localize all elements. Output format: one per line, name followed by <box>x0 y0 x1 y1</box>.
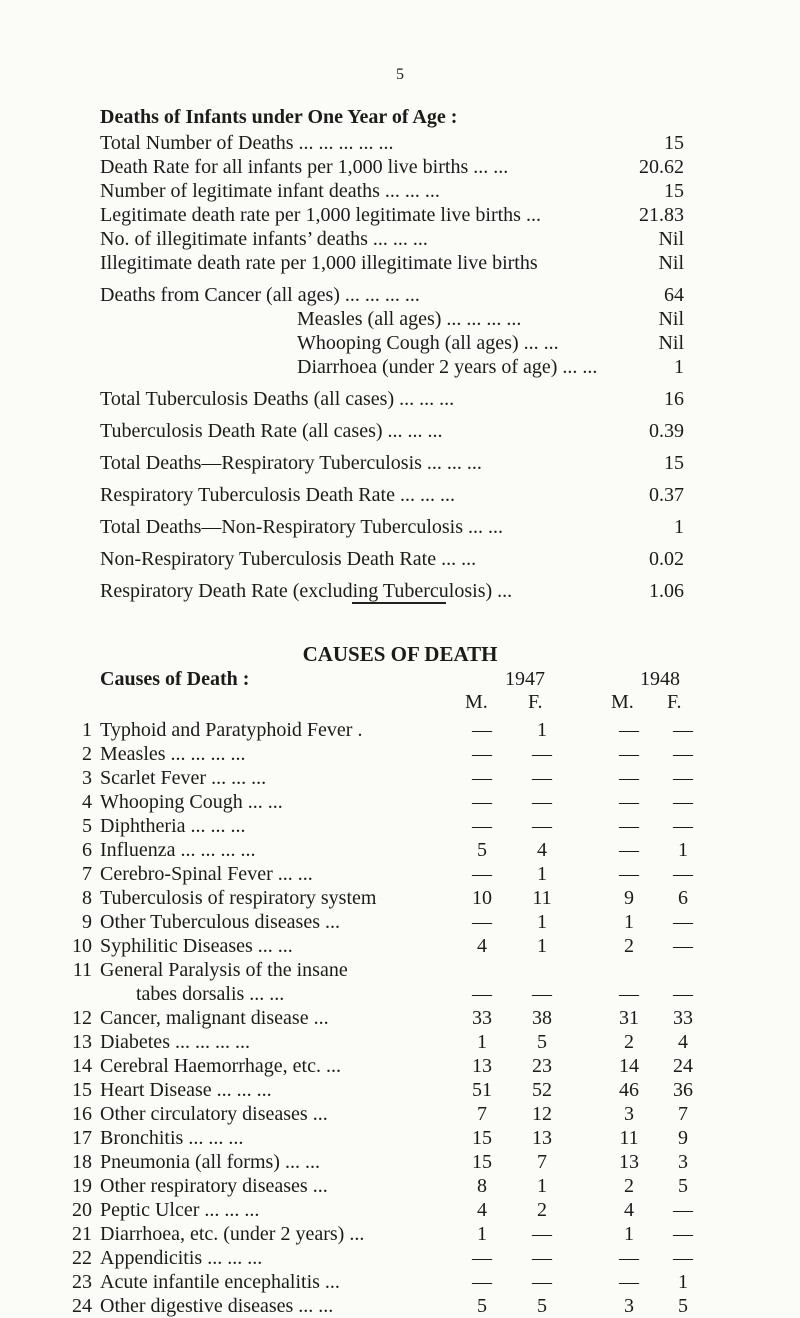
cause-name: Other respiratory diseases ... <box>100 1175 328 1197</box>
male-1948-cell: — <box>619 1247 639 1269</box>
female-1948-cell: 1 <box>678 839 688 861</box>
male-1947-cell: — <box>472 863 492 885</box>
male-1948-cell: — <box>619 815 639 837</box>
male-1947-cell: — <box>472 791 492 813</box>
male-1948-cell: 11 <box>619 1127 639 1149</box>
cause-row <box>0 862 800 886</box>
cause-number: 19 <box>72 1175 92 1197</box>
female-1948-cell: 9 <box>678 1127 688 1149</box>
male-1947-cell: — <box>472 743 492 765</box>
cause-name: Cerebral Haemorrhage, etc. ... <box>100 1055 341 1077</box>
female-1947-cell: — <box>532 1223 552 1245</box>
female-1947-cell: 1 <box>537 719 547 741</box>
stat-label: Respiratory Death Rate (excluding Tuberculosis) ... <box>100 580 513 602</box>
male-1948-cell: 46 <box>619 1079 639 1101</box>
year-1947-header: 1947 <box>505 668 545 690</box>
cause-number: 9 <box>82 911 92 933</box>
cause-row <box>0 1126 800 1150</box>
cause-number: 14 <box>72 1055 92 1077</box>
stat-row <box>100 283 684 307</box>
stat-value: 15 <box>664 452 684 474</box>
cause-number: 7 <box>82 863 92 885</box>
cause-name: Typhoid and Paratyphoid Fever . <box>100 719 363 741</box>
male-1948-cell: 4 <box>624 1199 634 1221</box>
male-1947-cell: 5 <box>477 839 487 861</box>
stat-row <box>100 155 684 179</box>
cause-name: Scarlet Fever ... ... ... <box>100 767 267 789</box>
female-1947-cell: — <box>532 815 552 837</box>
cause-name-continued: tabes dorsalis ... ... <box>136 983 285 1005</box>
causes-table <box>0 718 800 1318</box>
cause-row <box>0 742 800 766</box>
spacer <box>100 443 684 451</box>
stat-label: Total Number of Deaths ... ... ... ... ... <box>100 132 394 154</box>
spacer <box>100 411 684 419</box>
female-1947-cell: 2 <box>537 1199 547 1221</box>
cause-number: 16 <box>72 1103 92 1125</box>
cause-name: Pneumonia (all forms) ... ... <box>100 1151 320 1173</box>
female-1947-cell: 52 <box>532 1079 552 1101</box>
cause-number: 23 <box>72 1271 92 1293</box>
male-1947-cell: 4 <box>477 1199 487 1221</box>
male-1948-cell: 13 <box>619 1151 639 1173</box>
female-1947-cell: 13 <box>532 1127 552 1149</box>
cause-name: Whooping Cough ... ... <box>100 791 283 813</box>
female-1947-cell: 1 <box>537 935 547 957</box>
stat-label: Deaths from Cancer (all ages) ... ... ... ... <box>100 284 420 306</box>
female-1948-cell: 33 <box>673 1007 693 1029</box>
female-1948-cell: — <box>673 743 693 765</box>
male-1947-cell: 51 <box>472 1079 492 1101</box>
cause-number: 4 <box>82 791 92 813</box>
male-1948-cell: 2 <box>624 935 634 957</box>
male-1947-cell: — <box>472 1271 492 1293</box>
stat-value: 1.06 <box>649 580 684 602</box>
spacer <box>100 475 684 483</box>
female-1947-cell: 12 <box>532 1103 552 1125</box>
stat-value: 16 <box>664 388 684 410</box>
stat-row <box>100 203 684 227</box>
female-1947-cell: 5 <box>537 1295 547 1317</box>
cause-row <box>0 1222 800 1246</box>
stat-value: Nil <box>658 228 684 250</box>
cause-name: Diabetes ... ... ... ... <box>100 1031 250 1053</box>
cause-number: 20 <box>72 1199 92 1221</box>
cause-name: General Paralysis of the insane <box>100 959 348 981</box>
stat-value: 1 <box>674 516 684 538</box>
causes-of-death-title: CAUSES OF DEATH <box>302 642 498 666</box>
cause-row <box>0 886 800 910</box>
cause-name: Diarrhoea, etc. (under 2 years) ... <box>100 1223 365 1245</box>
male-1947-cell: 5 <box>477 1295 487 1317</box>
stat-row <box>100 515 684 539</box>
spacer <box>100 539 684 547</box>
male-1947-cell: 15 <box>472 1127 492 1149</box>
male-1948-header: M. <box>611 691 634 713</box>
stat-row <box>100 355 684 379</box>
female-1947-cell: 5 <box>537 1031 547 1053</box>
male-1948-cell: 31 <box>619 1007 639 1029</box>
spacer <box>100 275 684 283</box>
stat-value: 15 <box>664 180 684 202</box>
cause-name: Cancer, malignant disease ... <box>100 1007 329 1029</box>
stat-value: Nil <box>658 308 684 330</box>
male-1948-cell: — <box>619 719 639 741</box>
cause-number: 17 <box>72 1127 92 1149</box>
stat-value: Nil <box>658 252 684 274</box>
stat-value: 1 <box>674 356 684 378</box>
stat-label: Respiratory Tuberculosis Death Rate ... ... ... <box>100 484 455 506</box>
cause-name: Bronchitis ... ... ... <box>100 1127 244 1149</box>
cause-number: 12 <box>72 1007 92 1029</box>
female-1948-cell: — <box>673 815 693 837</box>
female-1948-header: F. <box>667 691 682 713</box>
spacer <box>100 571 684 579</box>
male-1947-cell: 33 <box>472 1007 492 1029</box>
female-1948-cell: 6 <box>678 887 688 909</box>
page-number: 5 <box>396 66 404 83</box>
spacer <box>100 379 684 387</box>
cause-name: Other Tuberculous diseases ... <box>100 911 340 933</box>
cause-number: 6 <box>82 839 92 861</box>
female-1948-cell: 5 <box>678 1175 688 1197</box>
stat-label: Total Tuberculosis Deaths (all cases) ... ... ... <box>100 388 455 410</box>
female-1948-cell: — <box>673 719 693 741</box>
male-1947-cell: 15 <box>472 1151 492 1173</box>
stat-row <box>100 331 684 355</box>
female-1947-cell: 1 <box>537 911 547 933</box>
male-1948-cell: 3 <box>624 1295 634 1317</box>
cause-number: 11 <box>72 959 92 981</box>
female-1947-cell: — <box>532 1247 552 1269</box>
male-1948-cell: 9 <box>624 887 634 909</box>
female-1947-cell: 7 <box>537 1151 547 1173</box>
cause-name: Appendicitis ... ... ... <box>100 1247 263 1269</box>
cause-number: 10 <box>72 935 92 957</box>
cause-row <box>0 1174 800 1198</box>
stat-label: Non-Respiratory Tuberculosis Death Rate ... ... <box>100 548 477 570</box>
female-1947-cell: — <box>532 791 552 813</box>
female-1947-cell: 1 <box>537 1175 547 1197</box>
cause-row <box>0 934 800 958</box>
female-1948-cell: — <box>673 935 693 957</box>
cause-row <box>0 1006 800 1030</box>
female-1947-cell: 23 <box>532 1055 552 1077</box>
cause-name: Diphtheria ... ... ... <box>100 815 246 837</box>
female-1947-cell: 38 <box>532 1007 552 1029</box>
stat-value: Nil <box>658 332 684 354</box>
stats-list <box>100 131 684 603</box>
stat-value: 21.83 <box>639 204 684 226</box>
stat-row <box>100 307 684 331</box>
cause-name: Acute infantile encephalitis ... <box>100 1271 340 1293</box>
stat-label: Number of legitimate infant deaths ... ... ... <box>100 180 440 202</box>
female-1948-cell: 7 <box>678 1103 688 1125</box>
male-1948-cell: — <box>619 983 639 1005</box>
cause-number: 15 <box>72 1079 92 1101</box>
stat-label: Total Deaths—Respiratory Tuberculosis ... ... ... <box>100 452 482 474</box>
cause-row <box>0 1030 800 1054</box>
male-1947-cell: — <box>472 767 492 789</box>
male-1947-cell: 13 <box>472 1055 492 1077</box>
male-1947-cell: 7 <box>477 1103 487 1125</box>
female-1947-cell: — <box>532 767 552 789</box>
male-1947-cell: 8 <box>477 1175 487 1197</box>
cause-row <box>0 766 800 790</box>
female-1947-cell: — <box>532 1271 552 1293</box>
stat-label: Diarrhoea (under 2 years of age) ... ... <box>297 356 598 378</box>
male-1948-cell: 1 <box>624 1223 634 1245</box>
male-1947-cell: — <box>472 815 492 837</box>
cause-row <box>0 1078 800 1102</box>
cause-name: Tuberculosis of respiratory system <box>100 887 377 909</box>
cause-row <box>0 814 800 838</box>
female-1947-cell: — <box>532 743 552 765</box>
male-1948-cell: — <box>619 743 639 765</box>
stat-row <box>100 179 684 203</box>
section-divider <box>352 602 446 604</box>
cause-number: 2 <box>82 743 92 765</box>
female-1948-cell: — <box>673 983 693 1005</box>
cause-row <box>0 1294 800 1318</box>
female-1948-cell: — <box>673 863 693 885</box>
stat-row <box>100 419 684 443</box>
male-1947-cell: — <box>472 1247 492 1269</box>
cause-row <box>0 838 800 862</box>
cause-row <box>0 1246 800 1270</box>
stat-row <box>100 579 684 603</box>
female-1948-cell: — <box>673 911 693 933</box>
male-1948-cell: — <box>619 791 639 813</box>
cause-name: Syphilitic Diseases ... ... <box>100 935 293 957</box>
stat-label: Whooping Cough (all ages) ... ... <box>297 332 559 354</box>
male-1948-cell: 2 <box>624 1175 634 1197</box>
male-1948-cell: — <box>619 839 639 861</box>
male-1947-cell: 4 <box>477 935 487 957</box>
female-1947-cell: — <box>532 983 552 1005</box>
male-1947-header: M. <box>465 691 488 713</box>
female-1948-cell: — <box>673 791 693 813</box>
male-1948-cell: — <box>619 1271 639 1293</box>
stat-value: 0.39 <box>649 420 684 442</box>
cause-name: Influenza ... ... ... ... <box>100 839 256 861</box>
cause-name: Measles ... ... ... ... <box>100 743 246 765</box>
female-1948-cell: — <box>673 1223 693 1245</box>
female-1948-cell: — <box>673 1199 693 1221</box>
male-1947-cell: 1 <box>477 1223 487 1245</box>
cause-row <box>0 790 800 814</box>
stat-label: Measles (all ages) ... ... ... ... <box>297 308 522 330</box>
stat-value: 0.37 <box>649 484 684 506</box>
male-1947-cell: 1 <box>477 1031 487 1053</box>
cause-name: Cerebro-Spinal Fever ... ... <box>100 863 313 885</box>
stat-label: Illegitimate death rate per 1,000 illegitimate live births <box>100 252 538 274</box>
cause-number: 1 <box>82 719 92 741</box>
cause-number: 3 <box>82 767 92 789</box>
stat-label: No. of illegitimate infants’ deaths ... ... ... <box>100 228 428 250</box>
male-1948-cell: 14 <box>619 1055 639 1077</box>
stat-row <box>100 387 684 411</box>
cause-row <box>0 1150 800 1174</box>
cause-number: 8 <box>82 887 92 909</box>
stat-label: Legitimate death rate per 1,000 legitimate live births ... <box>100 204 541 226</box>
cause-row <box>0 1270 800 1294</box>
stat-row <box>100 251 684 275</box>
stat-row <box>100 483 684 507</box>
cause-row <box>0 1054 800 1078</box>
stat-row <box>100 547 684 571</box>
male-1947-cell: — <box>472 719 492 741</box>
cause-row <box>0 910 800 934</box>
cause-row <box>0 1198 800 1222</box>
male-1948-cell: — <box>619 863 639 885</box>
male-1947-cell: 10 <box>472 887 492 909</box>
infant-deaths-heading: Deaths of Infants under One Year of Age : <box>100 106 458 128</box>
stat-value: 64 <box>664 284 684 306</box>
stat-value: 15 <box>664 132 684 154</box>
female-1948-cell: 36 <box>673 1079 693 1101</box>
spacer <box>100 507 684 515</box>
female-1948-cell: 4 <box>678 1031 688 1053</box>
male-1948-cell: 3 <box>624 1103 634 1125</box>
female-1948-cell: — <box>673 767 693 789</box>
stat-row <box>100 451 684 475</box>
male-1948-cell: 1 <box>624 911 634 933</box>
cause-number: 5 <box>82 815 92 837</box>
female-1948-cell: 24 <box>673 1055 693 1077</box>
female-1947-cell: 11 <box>532 887 552 909</box>
female-1947-header: F. <box>528 691 543 713</box>
year-1948-header: 1948 <box>640 668 680 690</box>
male-1947-cell: — <box>472 983 492 1005</box>
cause-number: 24 <box>72 1295 92 1317</box>
stat-value: 0.02 <box>649 548 684 570</box>
female-1948-cell: — <box>673 1247 693 1269</box>
male-1948-cell: 2 <box>624 1031 634 1053</box>
stat-value: 20.62 <box>639 156 684 178</box>
cause-name: Other circulatory diseases ... <box>100 1103 328 1125</box>
cause-number: 22 <box>72 1247 92 1269</box>
cause-row <box>0 1102 800 1126</box>
female-1948-cell: 3 <box>678 1151 688 1173</box>
cause-number: 13 <box>72 1031 92 1053</box>
stat-row <box>100 227 684 251</box>
stat-label: Tuberculosis Death Rate (all cases) ... ... ... <box>100 420 443 442</box>
cause-number: 18 <box>72 1151 92 1173</box>
cause-row <box>0 958 800 1006</box>
stat-label: Death Rate for all infants per 1,000 live births ... ... <box>100 156 509 178</box>
cause-row <box>0 718 800 742</box>
causes-of-death-label: Causes of Death : <box>100 668 250 690</box>
female-1947-cell: 4 <box>537 839 547 861</box>
cause-name: Other digestive diseases ... ... <box>100 1295 334 1317</box>
female-1948-cell: 5 <box>678 1295 688 1317</box>
cause-name: Peptic Ulcer ... ... ... <box>100 1199 260 1221</box>
stat-row <box>100 131 684 155</box>
cause-name: Heart Disease ... ... ... <box>100 1079 272 1101</box>
male-1948-cell: — <box>619 767 639 789</box>
female-1948-cell: 1 <box>678 1271 688 1293</box>
male-1947-cell: — <box>472 911 492 933</box>
stat-label: Total Deaths—Non-Respiratory Tuberculosis ... ... <box>100 516 504 538</box>
cause-number: 21 <box>72 1223 92 1245</box>
female-1947-cell: 1 <box>537 863 547 885</box>
